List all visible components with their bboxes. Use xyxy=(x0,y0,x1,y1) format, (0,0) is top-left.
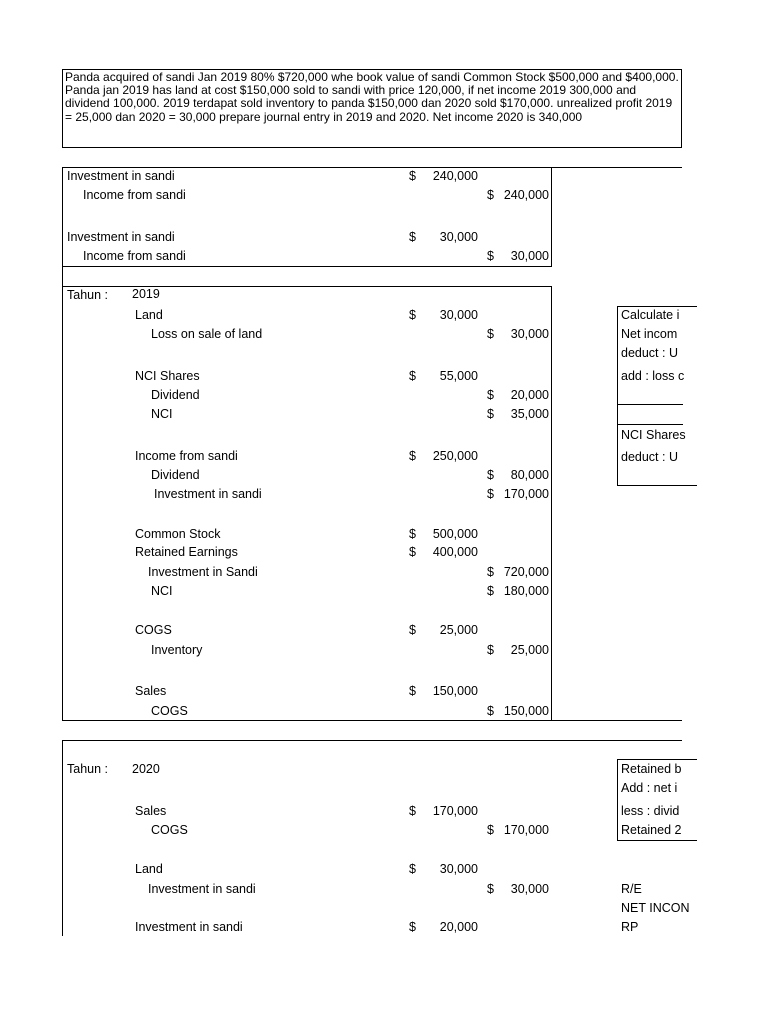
entry-account[interactable]: Investment in sandi xyxy=(154,487,262,501)
entry-account[interactable]: NCI xyxy=(151,407,173,421)
debit-amount[interactable]: 25,000 xyxy=(439,623,478,637)
dollar-sign: $ xyxy=(487,188,494,202)
debit-amount[interactable]: 250,000 xyxy=(432,449,478,463)
calc-line[interactable]: Retained 2 xyxy=(621,823,682,837)
debit-amount[interactable]: 30,000 xyxy=(439,862,478,876)
credit-amount[interactable]: 30,000 xyxy=(510,882,549,896)
calc-line[interactable]: add : loss c xyxy=(621,369,685,383)
entry-account[interactable]: Inventory xyxy=(151,643,203,657)
debit-amount[interactable]: 240,000 xyxy=(432,169,478,183)
dollar-sign: $ xyxy=(487,882,494,896)
dollar-sign: $ xyxy=(487,487,494,501)
credit-amount[interactable]: 170,000 xyxy=(503,487,549,501)
debit-amount[interactable]: 30,000 xyxy=(439,308,478,322)
entries-2020-top-border xyxy=(62,740,682,741)
calc-line[interactable]: Add : net i xyxy=(621,781,678,795)
entries-2019-box xyxy=(62,286,552,721)
dollar-sign: $ xyxy=(409,804,416,818)
credit-amount[interactable]: 180,000 xyxy=(503,584,549,598)
dollar-sign: $ xyxy=(487,407,494,421)
problem-statement[interactable]: Panda acquired of sandi Jan 2019 80% $720,000 whe book value of sandi Common Stock $500,000 and $400,000. Panda jan 2019 has land at cost $150,000 sold to sandi with price 120,000, if net income 2019 300,000 and dividend 100,000. 2019 terdapat sold inventory to panda $150,000 dan 2020 sold $170,000. unrealized profit 2019 = 25,000 dan 2020 = 30,000 prepare journal entry in 2019 and 2020. Net income 2020 is 340,000 xyxy=(62,69,682,148)
calc-line[interactable]: deduct : U xyxy=(621,346,678,360)
entry-account[interactable]: Income from sandi xyxy=(135,449,238,463)
dollar-sign: $ xyxy=(409,449,416,463)
entry-account[interactable]: Investment in sandi xyxy=(135,920,243,934)
dollar-sign: $ xyxy=(487,704,494,718)
credit-amount[interactable]: 35,000 xyxy=(510,407,549,421)
dollar-sign: $ xyxy=(487,468,494,482)
entry-account[interactable]: Investment in sandi xyxy=(148,882,256,896)
credit-amount[interactable]: 720,000 xyxy=(503,565,549,579)
entry-account[interactable]: Dividend xyxy=(151,388,200,402)
entry-account[interactable]: Land xyxy=(135,308,163,322)
entry-account[interactable]: Land xyxy=(135,862,163,876)
dollar-sign: $ xyxy=(409,369,416,383)
credit-amount[interactable]: 20,000 xyxy=(510,388,549,402)
dollar-sign: $ xyxy=(487,823,494,837)
entry-account[interactable]: Investment in sandi xyxy=(67,230,175,244)
entry-account[interactable]: NCI xyxy=(151,584,173,598)
year-label: Tahun : xyxy=(67,288,109,302)
credit-amount[interactable]: 30,000 xyxy=(510,249,549,263)
calc-line[interactable]: NET INCON xyxy=(621,901,690,915)
entries-2020-left-border xyxy=(62,740,63,936)
dollar-sign: $ xyxy=(409,169,416,183)
dollar-sign: $ xyxy=(409,308,416,322)
calc-line[interactable]: R/E xyxy=(621,882,642,896)
dollar-sign: $ xyxy=(409,920,416,934)
calc-line[interactable]: Calculate i xyxy=(621,308,680,322)
debit-amount[interactable]: 500,000 xyxy=(432,527,478,541)
dollar-sign: $ xyxy=(409,230,416,244)
calc-line[interactable]: RP xyxy=(621,920,639,934)
dollar-sign: $ xyxy=(409,862,416,876)
dollar-sign: $ xyxy=(409,527,416,541)
dollar-sign: $ xyxy=(409,684,416,698)
entry-account[interactable]: Income from sandi xyxy=(83,188,186,202)
calc-box-divider xyxy=(617,404,683,405)
dollar-sign: $ xyxy=(487,249,494,263)
calc-line[interactable]: Retained b xyxy=(621,762,682,776)
credit-amount[interactable]: 25,000 xyxy=(510,643,549,657)
entry-account[interactable]: COGS xyxy=(135,623,172,637)
entry-account[interactable]: Sales xyxy=(135,684,167,698)
left-border-gap xyxy=(62,266,63,286)
top-box-top-extension xyxy=(552,167,682,168)
debit-amount[interactable]: 150,000 xyxy=(432,684,478,698)
entry-account[interactable]: Income from sandi xyxy=(83,249,186,263)
dollar-sign: $ xyxy=(409,545,416,559)
dollar-sign: $ xyxy=(487,565,494,579)
debit-amount[interactable]: 400,000 xyxy=(432,545,478,559)
entry-account[interactable]: COGS xyxy=(151,704,188,718)
debit-amount[interactable]: 170,000 xyxy=(432,804,478,818)
calc-line[interactable]: deduct : U xyxy=(621,450,678,464)
entry-account[interactable]: Common Stock xyxy=(135,527,221,541)
extension-line-2019 xyxy=(552,720,682,721)
year-value[interactable]: 2020 xyxy=(132,762,160,776)
debit-amount[interactable]: 20,000 xyxy=(439,920,478,934)
debit-amount[interactable]: 30,000 xyxy=(439,230,478,244)
entry-account[interactable]: Dividend xyxy=(151,468,200,482)
entry-account[interactable]: Investment in Sandi xyxy=(148,565,258,579)
entry-account[interactable]: Investment in sandi xyxy=(67,169,175,183)
top-box-right-border xyxy=(551,167,552,267)
entry-account[interactable]: Sales xyxy=(135,804,167,818)
calc-line[interactable]: less : divid xyxy=(621,804,680,818)
credit-amount[interactable]: 240,000 xyxy=(503,188,549,202)
dollar-sign: $ xyxy=(487,327,494,341)
year-value[interactable]: 2019 xyxy=(132,287,160,301)
debit-amount[interactable]: 55,000 xyxy=(439,369,478,383)
credit-amount[interactable]: 30,000 xyxy=(510,327,549,341)
year-label: Tahun : xyxy=(67,762,109,776)
dollar-sign: $ xyxy=(487,643,494,657)
entry-account[interactable]: COGS xyxy=(151,823,188,837)
calc-line[interactable]: Net incom xyxy=(621,327,678,341)
entry-account[interactable]: Retained Earnings xyxy=(135,545,238,559)
credit-amount[interactable]: 150,000 xyxy=(503,704,549,718)
calc-box-divider xyxy=(617,424,683,425)
calc-line[interactable]: NCI Shares xyxy=(621,428,686,442)
dollar-sign: $ xyxy=(409,623,416,637)
entry-account[interactable]: Loss on sale of land xyxy=(151,327,263,341)
credit-amount[interactable]: 80,000 xyxy=(510,468,549,482)
credit-amount[interactable]: 170,000 xyxy=(503,823,549,837)
entry-account[interactable]: NCI Shares xyxy=(135,369,200,383)
dollar-sign: $ xyxy=(487,584,494,598)
dollar-sign: $ xyxy=(487,388,494,402)
